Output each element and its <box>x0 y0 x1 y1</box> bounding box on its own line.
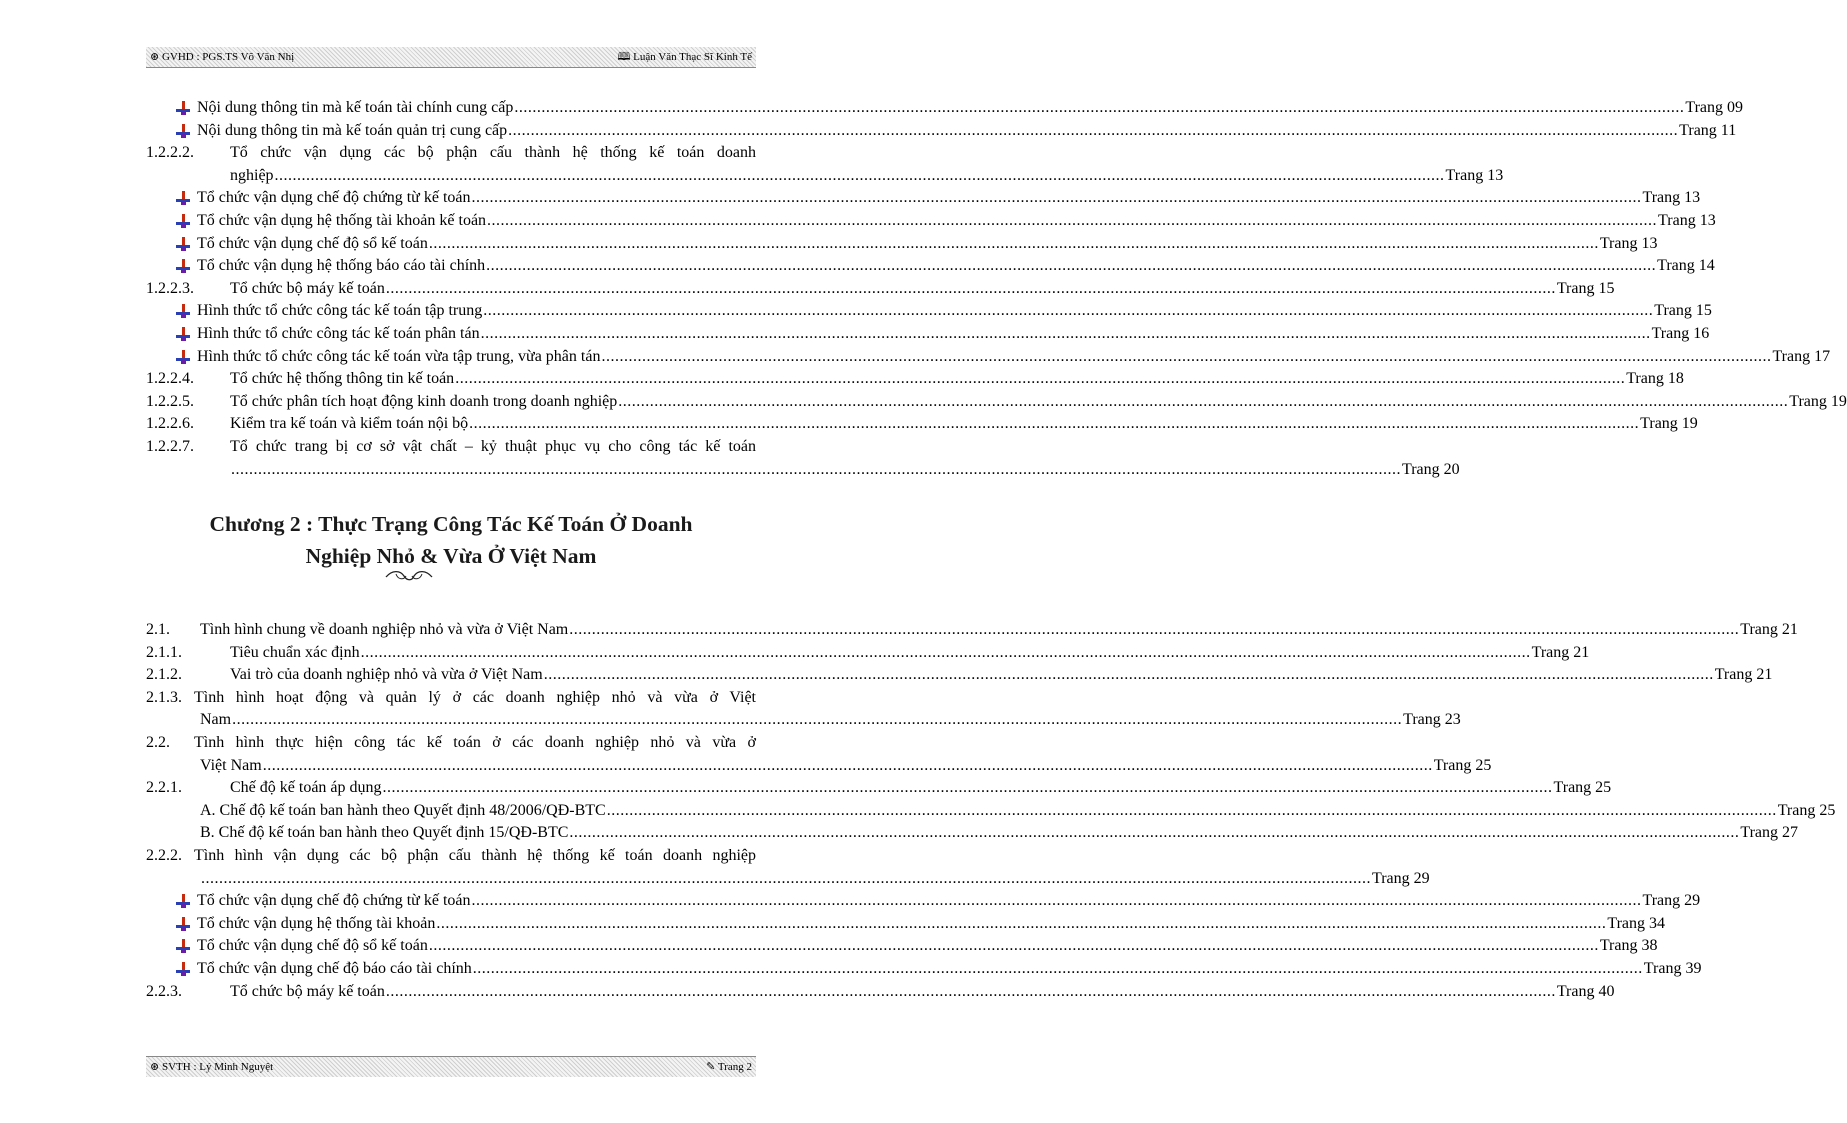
page-footer <box>146 1056 756 1077</box>
toc-line <box>146 120 1737 143</box>
toc-entry <box>200 868 1430 891</box>
toc-entry <box>197 913 1666 936</box>
toc-page-ref: Trang 25 <box>1553 779 1612 797</box>
toc-section-number: 1.2.2.7. <box>146 437 194 455</box>
toc-entry-text: Kiểm tra kế toán và kiểm toán nội bộ <box>230 415 469 433</box>
toc-page-ref: Trang 16 <box>1651 324 1710 342</box>
toc-line-continuation <box>146 165 1504 188</box>
page-header <box>146 47 756 68</box>
toc-page-ref: Trang 29 <box>1372 869 1430 887</box>
dot-leader: .................................................................................................................................................................................................................................................................... <box>385 279 1556 297</box>
chapter-2-title <box>146 508 756 572</box>
pushpin-tip <box>181 337 186 341</box>
footer-page-number: ✎ Trang 2 <box>706 1061 752 1073</box>
pushpin-bullet-icon <box>176 191 190 205</box>
pushpin-bullet-icon <box>176 101 190 115</box>
toc-entry-text: Tình hình vận dụng các bộ phận cấu thành hệ thống kế toán doanh nghiệp <box>194 846 756 864</box>
dot-leader: .................................................................................................................................................................................................................................................................... <box>569 621 1740 638</box>
toc-line <box>146 413 1698 436</box>
dot-leader: .................................................................................................................................................................................................................................................................... <box>274 166 1445 184</box>
toc-entry-text: B. Chế độ kế toán ban hành theo Quyết định 15/QĐ-BTC <box>200 824 569 842</box>
dot-leader: .................................................................................................................................................................................................................................................................... <box>428 937 1599 955</box>
dot-leader: .................................................................................................................................................................................................................................................................... <box>480 324 1651 342</box>
toc-entry <box>230 278 1615 301</box>
toc-page-ref: Trang 39 <box>1643 959 1702 977</box>
pushpin-bullet-icon <box>176 124 190 138</box>
pushpin-bullet-icon <box>176 214 190 228</box>
toc-entry <box>200 800 1836 823</box>
pushpin-tip <box>181 360 186 364</box>
header-thesis-title: 🕮 Luận Văn Thạc Sĩ Kinh Tế <box>617 51 752 63</box>
dot-leader: .................................................................................................................................................................................................................................................................... <box>471 189 1642 207</box>
toc-entry-text: Tổ chức vận dụng hệ thống tài khoản <box>197 914 436 932</box>
toc-entry <box>197 300 1712 323</box>
toc-entry-text: Tổ chức vận dụng chế độ sổ kế toán <box>197 234 428 252</box>
toc-entry-text: nghiệp <box>230 166 274 184</box>
dot-leader: .................................................................................................................................................................................................................................................................... <box>486 257 1657 275</box>
toc-entry <box>200 822 1799 845</box>
toc-entry <box>197 97 1744 120</box>
toc-entry-text: Hình thức tổ chức công tác kế toán tập trung <box>197 302 483 320</box>
toc-page-ref: Trang 21 <box>1740 621 1798 638</box>
toc-line-continuation <box>146 868 1430 891</box>
toc-entry-text: Nội dung thông tin mà kế toán quản trị cung cấp <box>197 121 508 139</box>
pushpin-bullet-icon <box>176 350 190 364</box>
toc-entry <box>230 981 1615 1004</box>
pushpin-tip <box>181 972 186 976</box>
pushpin-tip <box>181 904 186 908</box>
toc-entry <box>230 165 1504 188</box>
dot-leader: .................................................................................................................................................................................................................................................................... <box>469 415 1640 433</box>
toc-entry-text: Tổ chức trang bị cơ sở vật chất – kỷ thuật phục vụ cho công tác kế toán <box>230 437 756 455</box>
dot-leader: .................................................................................................................................................................................................................................................................... <box>569 824 1740 842</box>
toc-section-number: 2.1. <box>146 621 170 638</box>
toc-line-continuation <box>146 459 1460 482</box>
toc-page-ref: Trang 21 <box>1714 666 1773 684</box>
toc-entry <box>200 755 1492 778</box>
toc-entry-text: Tổ chức bộ máy kế toán <box>230 982 385 1000</box>
pushpin-tip <box>181 134 186 138</box>
toc-entry-text: Chế độ kế toán áp dụng <box>230 779 382 797</box>
toc-entry <box>230 459 1460 482</box>
pushpin-tip <box>181 224 186 228</box>
toc-page-ref: Trang 25 <box>1777 801 1836 819</box>
pushpin-bullet-icon <box>176 917 190 931</box>
dot-leader: .................................................................................................................................................................................................................................................................... <box>382 779 1553 797</box>
pushpin-tip <box>181 927 186 931</box>
dot-leader: .................................................................................................................................................................................................................................................................... <box>231 460 1401 478</box>
toc-page-ref: Trang 11 <box>1679 121 1737 139</box>
toc-line <box>146 981 1615 1004</box>
toc-entry <box>197 346 1831 369</box>
toc-line <box>146 255 1715 278</box>
toc-entry <box>197 323 1710 346</box>
dot-leader: .................................................................................................................................................................................................................................................................... <box>618 392 1789 410</box>
toc-entry-text: Tổ chức vận dụng các bộ phận cấu thành hệ thống kế toán doanh <box>230 144 756 162</box>
toc-entry <box>197 255 1715 278</box>
toc-page-ref: Trang 34 <box>1607 914 1666 932</box>
toc-page-ref: Trang 19 <box>1640 415 1698 433</box>
toc-page-ref: Trang 20 <box>1402 460 1460 478</box>
toc-page-ref: Trang 40 <box>1556 982 1615 1000</box>
dot-leader: .................................................................................................................................................................................................................................................................... <box>601 347 1772 365</box>
toc-line <box>146 619 1798 642</box>
toc-entry <box>197 187 1701 210</box>
toc-line <box>146 142 756 165</box>
toc-entry <box>230 413 1698 436</box>
toc-page-ref: Trang 27 <box>1740 824 1799 842</box>
pushpin-bullet-icon <box>176 327 190 341</box>
dot-leader: .................................................................................................................................................................................................................................................................... <box>201 869 1371 887</box>
toc-section-number: 2.1.1. <box>146 643 182 661</box>
toc-entry <box>197 233 1658 256</box>
pushpin-tip <box>181 269 186 273</box>
toc-line <box>146 300 1712 323</box>
toc-line <box>146 845 756 868</box>
toc-section-number: 2.2.3. <box>146 982 182 1000</box>
toc-entry <box>200 619 1798 642</box>
toc-entry-text: Hình thức tổ chức công tác kế toán vừa tập trung, vừa phân tán <box>197 347 601 365</box>
toc-chapter-1-continued <box>146 97 1847 481</box>
toc-line <box>146 278 1615 301</box>
dot-leader: .................................................................................................................................................................................................................................................................... <box>471 892 1642 910</box>
pushpin-tip <box>181 247 186 251</box>
toc-line-continuation <box>146 755 1492 778</box>
toc-entry-text: Nội dung thông tin mà kế toán tài chính cung cấp <box>197 99 514 116</box>
toc-entry-text: Tổ chức vận dụng hệ thống tài khoản kế toán <box>197 211 487 229</box>
toc-section-number: 1.2.2.4. <box>146 370 194 388</box>
pushpin-tip <box>181 201 186 205</box>
dot-leader: .................................................................................................................................................................................................................................................................... <box>436 914 1607 932</box>
toc-section-number: 2.2.2. <box>146 846 182 864</box>
toc-entry <box>230 664 1773 687</box>
dot-leader: .................................................................................................................................................................................................................................................................... <box>514 99 1685 116</box>
dot-leader: .................................................................................................................................................................................................................................................................... <box>472 959 1643 977</box>
toc-page-ref: Trang 38 <box>1599 937 1658 955</box>
toc-entry-text: Nam <box>200 711 232 729</box>
toc-entry <box>197 958 1702 981</box>
dot-leader: .................................................................................................................................................................................................................................................................... <box>360 643 1531 661</box>
toc-page-ref: Trang 25 <box>1433 756 1492 774</box>
dot-leader: .................................................................................................................................................................................................................................................................... <box>606 801 1777 819</box>
toc-page-ref: Trang 13 <box>1642 189 1701 207</box>
toc-section-number: 2.1.2. <box>146 666 182 684</box>
dot-leader: .................................................................................................................................................................................................................................................................... <box>487 211 1658 229</box>
dot-leader: .................................................................................................................................................................................................................................................................... <box>483 302 1654 320</box>
toc-section-number: 1.2.2.6. <box>146 415 194 433</box>
toc-entry-text: Vai trò của doanh nghiệp nhỏ và vừa ở Việt Nam <box>230 666 543 684</box>
toc-page-ref: Trang 13 <box>1658 211 1716 229</box>
toc-entry-text: Tổ chức phân tích hoạt động kinh doanh trong doanh nghiệp <box>230 392 618 410</box>
toc-page-ref: Trang 15 <box>1556 279 1615 297</box>
toc-entry-text: Tổ chức vận dụng chế độ sổ kế toán <box>197 937 428 955</box>
dot-leader: .................................................................................................................................................................................................................................................................... <box>508 121 1679 139</box>
toc-page-ref: Trang 15 <box>1654 302 1712 320</box>
toc-section-number: 1.2.2.5. <box>146 392 194 410</box>
toc-page-ref: Trang 17 <box>1772 347 1831 365</box>
toc-entry-text: Tình hình hoạt động và quản lý ở các doanh nghiệp nhỏ và vừa ở Việt <box>194 688 756 706</box>
pushpin-bullet-icon <box>176 894 190 908</box>
toc-line <box>146 642 1590 665</box>
toc-entry <box>197 210 1716 233</box>
toc-line <box>146 187 1701 210</box>
toc-entry <box>230 368 1684 391</box>
toc-page-ref: Trang 14 <box>1657 257 1715 275</box>
toc-line <box>146 391 1847 414</box>
dot-leader: .................................................................................................................................................................................................................................................................... <box>455 370 1626 388</box>
toc-entry-text: A. Chế độ kế toán ban hành theo Quyết định 48/2006/QĐ-BTC <box>200 801 606 819</box>
toc-section-number: 2.1.3. <box>146 688 182 706</box>
toc-entry-text: Tổ chức vận dụng chế độ chứng từ kế toán <box>197 189 471 207</box>
toc-line <box>146 777 1612 800</box>
toc-line <box>146 822 1799 845</box>
toc-page-ref: Trang 09 <box>1685 99 1744 116</box>
toc-section-number: 1.2.2.2. <box>146 144 194 162</box>
toc-line <box>146 346 1831 369</box>
toc-entry-text: Tình hình chung về doanh nghiệp nhỏ và vừa ở Việt Nam <box>200 621 569 638</box>
pushpin-tip <box>181 949 186 953</box>
toc-entry <box>230 777 1612 800</box>
toc-entry <box>230 642 1590 665</box>
toc-page-ref: Trang 13 <box>1445 166 1504 184</box>
toc-entry-text: Tổ chức vận dụng chế độ chứng từ kế toán <box>197 892 471 910</box>
toc-page-ref: Trang 18 <box>1626 370 1684 388</box>
toc-entry <box>197 890 1701 913</box>
toc-line <box>146 323 1710 346</box>
toc-line-continuation <box>146 709 1461 732</box>
pushpin-bullet-icon <box>176 962 190 976</box>
toc-entry-text: Tổ chức bộ máy kế toán <box>230 279 385 297</box>
toc-page-ref: Trang 21 <box>1531 643 1590 661</box>
toc-section-number: 1.2.2.3. <box>146 279 194 297</box>
toc-chapter-2 <box>146 619 1836 1003</box>
toc-line <box>146 368 1684 391</box>
toc-section-number: 2.2.1. <box>146 779 182 797</box>
toc-entry-text: Tổ chức hệ thống thông tin kế toán <box>230 370 455 388</box>
flourish-ornament-icon <box>384 568 434 584</box>
dot-leader: .................................................................................................................................................................................................................................................................... <box>543 666 1714 684</box>
pushpin-bullet-icon <box>176 259 190 273</box>
toc-line <box>146 890 1701 913</box>
dot-leader: .................................................................................................................................................................................................................................................................... <box>385 982 1556 1000</box>
footer-student: ⊛ SVTH : Lý Minh Nguyệt <box>150 1061 274 1073</box>
toc-line <box>146 913 1666 936</box>
pushpin-bullet-icon <box>176 304 190 318</box>
toc-entry-text: Việt Nam <box>200 756 262 774</box>
toc-section-number: 2.2. <box>146 733 170 751</box>
toc-line <box>146 800 1836 823</box>
toc-line <box>146 958 1702 981</box>
toc-line <box>146 732 756 755</box>
dot-leader: .................................................................................................................................................................................................................................................................... <box>428 234 1599 252</box>
pushpin-tip <box>181 314 186 318</box>
chapter-title-line-2: Nghiệp Nhỏ & Vừa Ở Việt Nam <box>305 544 597 568</box>
pushpin-bullet-icon <box>176 237 190 251</box>
toc-entry-text: Tiêu chuẩn xác định <box>230 643 360 661</box>
toc-entry-text: Tổ chức vận dụng hệ thống báo cáo tài chính <box>197 257 486 275</box>
header-advisor: ⊛ GVHD : PGS.TS Võ Văn Nhị <box>150 51 295 63</box>
toc-page-ref: Trang 19 <box>1789 392 1847 410</box>
dot-leader: .................................................................................................................................................................................................................................................................... <box>232 711 1403 729</box>
toc-entry <box>197 120 1737 143</box>
toc-entry-text: Tình hình thực hiện công tác kế toán ở các doanh nghiệp nhỏ và vừa ở <box>194 733 756 751</box>
toc-line <box>146 233 1658 256</box>
chapter-title-line-1: Chương 2 : Thực Trạng Công Tác Kế Toán Ở Doanh <box>209 512 693 536</box>
toc-entry <box>200 709 1461 732</box>
toc-line <box>146 210 1716 233</box>
toc-line <box>146 664 1773 687</box>
toc-entry-text: Hình thức tổ chức công tác kế toán phân tán <box>197 324 480 342</box>
toc-entry <box>197 935 1658 958</box>
toc-line <box>146 97 1744 120</box>
toc-page-ref: Trang 13 <box>1599 234 1658 252</box>
toc-page-ref: Trang 29 <box>1642 892 1701 910</box>
toc-line <box>146 436 756 459</box>
toc-entry-text: Tổ chức vận dụng chế độ báo cáo tài chính <box>197 959 472 977</box>
dot-leader: .................................................................................................................................................................................................................................................................... <box>262 756 1433 774</box>
toc-line <box>146 687 756 710</box>
pushpin-tip <box>181 111 186 115</box>
pushpin-bullet-icon <box>176 939 190 953</box>
toc-entry <box>230 391 1847 414</box>
toc-page-ref: Trang 23 <box>1403 711 1461 729</box>
toc-line <box>146 935 1658 958</box>
